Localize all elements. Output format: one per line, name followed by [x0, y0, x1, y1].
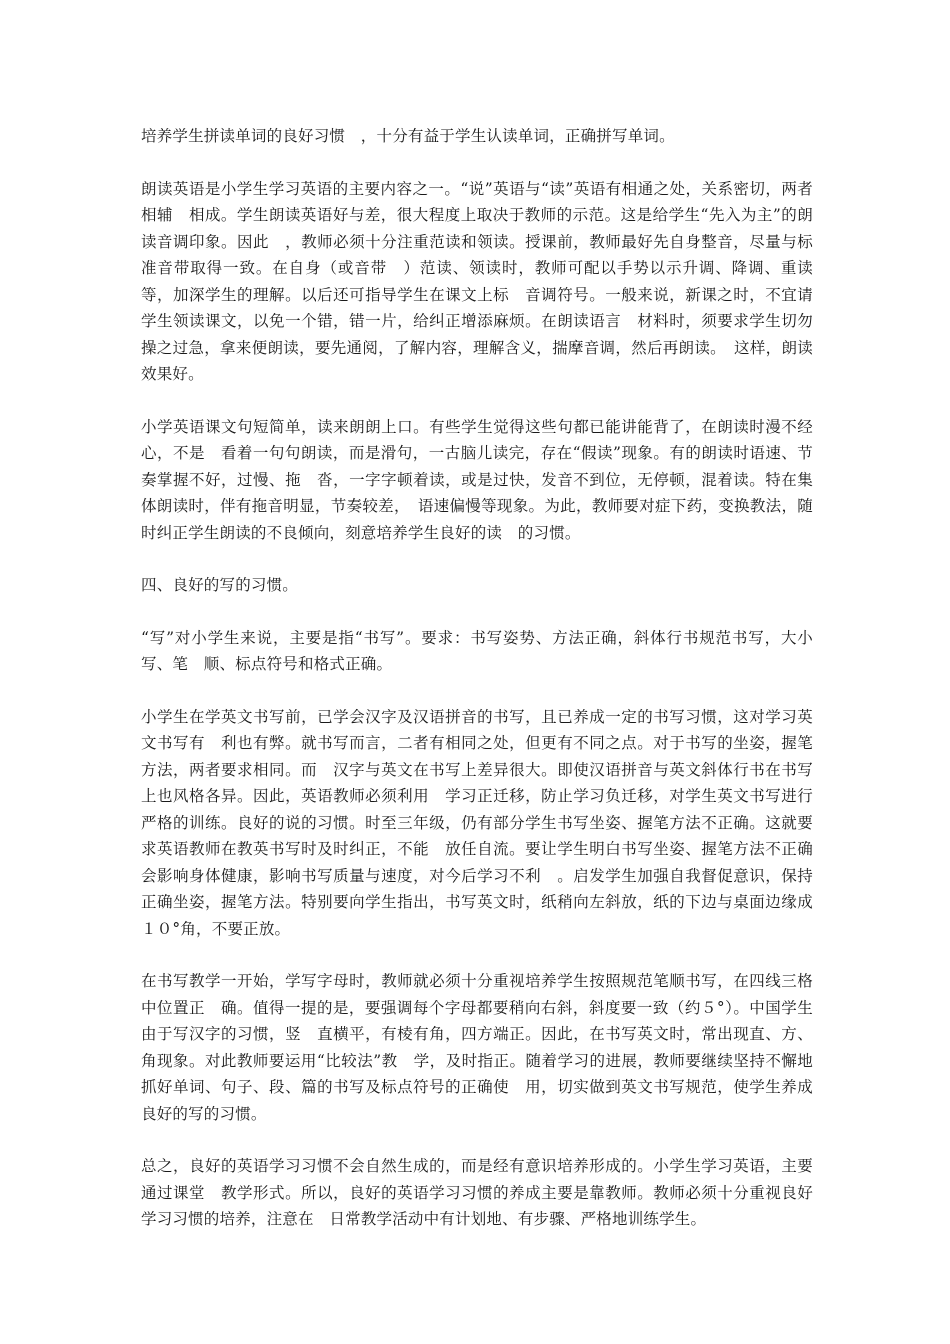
section-heading-writing-habit: 四、良好的写的习惯。	[141, 576, 299, 594]
paragraph-spelling-habit: 培养学生拼读单词的良好习惯 ，十分有益于学生认读单词，正确拼写单词。	[141, 127, 675, 145]
paragraph-writing-definition: “写”对小学生来说，主要是指“书写”。要求：书写姿势、方法正确，斜体行书规范书写，大小写、笔 顺、标点符号和格式正确。	[141, 628, 813, 673]
paragraph-conclusion: 总之，良好的英语学习习惯不会自然生成的，而是经有意识培养形成的。小学生学习英语，主要通过课堂 教学形式。所以，良好的英语学习习惯的养成主要是靠教师。教师必须十分重视良好学习习惯的培养，注意在 日常教学活动中有计划地、有步骤、严格地训练学生。	[141, 1157, 813, 1228]
document-body	[141, 123, 813, 1259]
paragraph-writing-teaching: 在书写教学一开始，学写字母时，教师就必须十分重视培养学生按照规范笔顺书写，在四线三格中位置正 确。值得一提的是，要强调每个字母都要稍向右斜，斜度要一致（约５°）。中国学生由于写汉字的习惯，竖 直横平，有棱有角，四方端正。因此，在书写英文时，常出现直、方、角现象。对此教师要运用“比较法”教 学，及时指正。随着学习的进展，教师要继续坚持不懈地抓好单词、句子、段、篇的书写及标点符号的正确使 用，切实做到英文书写规范，使学生养成良好的写的习惯。	[141, 972, 813, 1123]
paragraph-writing-transfer: 小学生在学英文书写前，已学会汉字及汉语拼音的书写，且已养成一定的书写习惯，这对学习英文书写有 利也有弊。就书写而言，二者有相同之处，但更有不同之点。对于书写的坐姿，握笔方法，两者要求相同。而 汉字与英文在书写上差异很大。即使汉语拼音与英文斜体行书在书写上也风格各异。因此，英语教师必须利用 学习正迁移，防止学习负迁移，对学生英文书写进行严格的训练。良好的说的习惯。时至三年级，仍有部分学生书写坐姿、握笔方法不正确。这就要求英语教师在教英书写时及时纠正，不能 放任自流。要让学生明白书写坐姿、握笔方法不正确会影响身体健康，影响书写质量与速度，对今后学习不利 。启发学生加强自我督促意识，保持正确坐姿，握笔方法。特别要向学生指出，书写英文时，纸稍向左斜放，纸的下边与桌面边缘成１０°角，不要正放。	[141, 707, 813, 938]
paragraph-reading-problems: 小学英语课文句短简单，读来朗朗上口。有些学生觉得这些句都已能讲能背了，在朗读时漫不经心，不是 看着一句句朗读，而是滑句，一古脑儿读完，存在“假读”现象。有的朗读时语速、节奏掌握不好，过慢、拖 沓，一字字顿着读，或是过快，发音不到位，无停顿，混着读。特在集体朗读时，伴有拖音明显，节奏较差， 语速偏慢等现象。为此，教师要对症下药，变换教法，随时纠正学生朗读的不良倾向，刻意培养学生良好的读 的习惯。	[141, 417, 813, 542]
paragraph-reading-aloud: 朗读英语是小学生学习英语的主要内容之一。“说”英语与“读”英语有相通之处，关系密切，两者相辅 相成。学生朗读英语好与差，很大程度上取决于教师的示范。这是给学生“先入为主”的朗读音调印象。因此 ，教师必须十分注重范读和领读。授课前，教师最好先自身整音，尽量与标准音带取得一致。在自身（或音带 ）范读、领读时，教师可配以手势以示升调、降调、重读等，加深学生的理解。以后还可指导学生在课文上标 音调符号。一般来说，新课之时，不宜请学生领读课文，以免一个错，错一片，给纠正增添麻烦。在朗读语言 材料时，须要求学生切勿操之过急，拿来便朗读，要先通阅，了解内容，理解含义，揣摩音调，然后再朗读。 这样，朗读效果好。	[141, 179, 813, 383]
